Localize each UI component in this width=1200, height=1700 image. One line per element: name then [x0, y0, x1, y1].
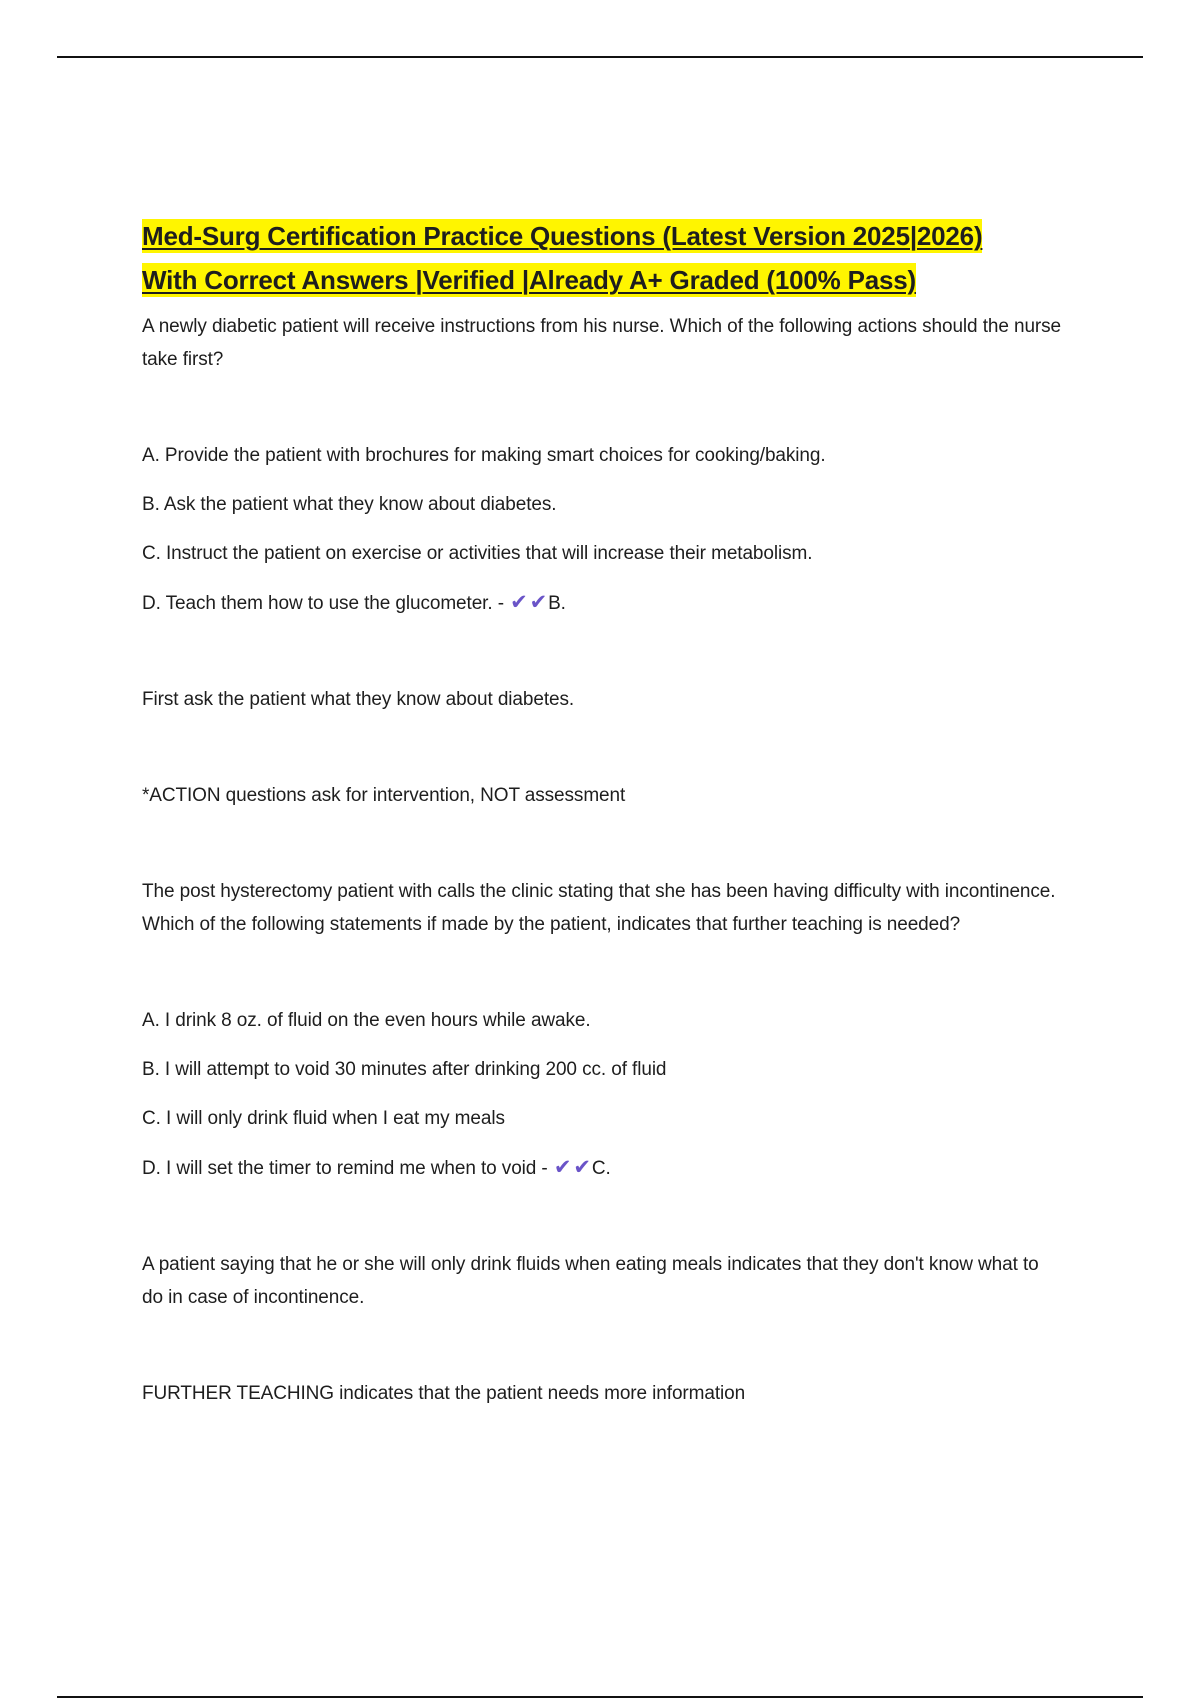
question-2-option-d-line [142, 1151, 1062, 1185]
question-2 [142, 875, 1062, 1410]
top-rule [57, 56, 1143, 58]
question-2-option-b: B. I will attempt to void 30 minutes after drinking 200 cc. of fluid [142, 1059, 667, 1080]
question-1-rationale: First ask the patient what they know about diabetes. [142, 689, 575, 710]
check-icon: ✔ [573, 1156, 591, 1179]
question-2-note: FURTHER TEACHING indicates that the patient needs more information [142, 1383, 746, 1404]
question-1-note: *ACTION questions ask for intervention, NOT assessment [142, 785, 626, 806]
title-line-1: Med-Surg Certification Practice Questions (Latest Version 2025|2026) [142, 221, 983, 251]
question-1-option-b: B. Ask the patient what they know about diabetes. [142, 494, 557, 515]
bottom-rule [57, 1696, 1143, 1698]
question-1-answer: B. [548, 593, 566, 614]
question-1-option-a: A. Provide the patient with brochures for making smart choices for cooking/baking. [142, 445, 826, 466]
question-2-answer: C. [591, 1158, 611, 1179]
question-1-option-d-line [142, 586, 1062, 620]
question-2-option-a: A. I drink 8 oz. of fluid on the even hours while awake. [142, 1010, 591, 1031]
question-1-option-c: C. Instruct the patient on exercise or activities that will increase their metabolism. [142, 543, 813, 564]
document-body [142, 214, 1062, 1410]
document-title [142, 214, 1062, 302]
title-line-2: With Correct Answers |Verified |Already A+ Graded (100% Pass) [142, 265, 916, 295]
check-icon: ✔ [510, 591, 528, 614]
question-1-option-d: D. Teach them how to use the glucometer. - [142, 593, 504, 614]
question-2-option-c: C. I will only drink fluid when I eat my meals [142, 1108, 505, 1129]
question-1 [142, 310, 1062, 812]
question-2-option-d: D. I will set the timer to remind me when to void - [142, 1158, 548, 1179]
check-icon: ✔ [553, 1156, 572, 1179]
question-2-prompt: The post hysterectomy patient with calls the clinic stating that she has been having difficulty with incontinence. Which of the following statements if made by the patient, indicates that further teaching is needed? [142, 881, 1056, 935]
check-icon: ✔ [529, 591, 548, 614]
question-2-rationale: A patient saying that he or she will only drink fluids when eating meals indicates that they don't know what to do in case of incontinence. [142, 1254, 1039, 1308]
question-1-prompt: A newly diabetic patient will receive instructions from his nurse. Which of the following actions should the nurse take first? [142, 316, 1062, 370]
